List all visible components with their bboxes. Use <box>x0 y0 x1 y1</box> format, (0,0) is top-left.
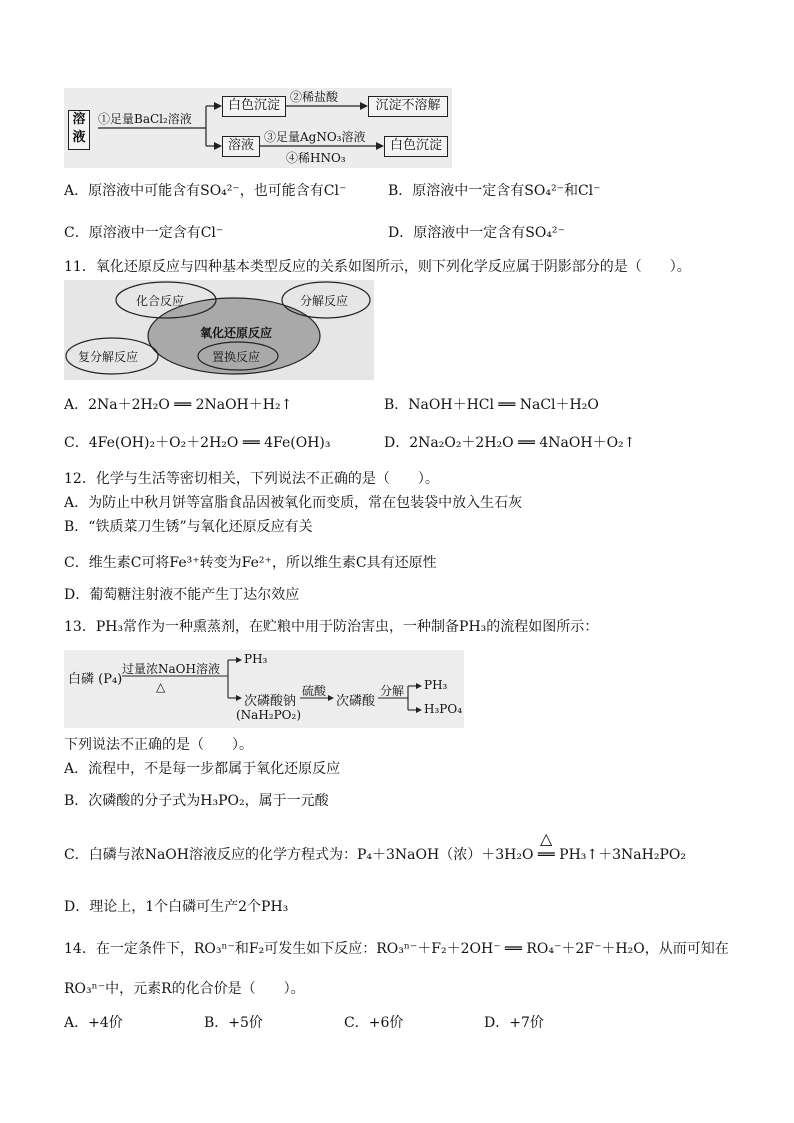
q10-option-c: C．原溶液中一定含有Cl⁻ <box>64 225 224 241</box>
step1-label: ①足量BaCl₂溶液 <box>98 112 192 126</box>
q11-option-b: B．NaOH＋HCl ══ NaCl＋H₂O <box>384 397 599 413</box>
q13-option-b: B．次磷酸的分子式为H₃PO₂，属于一元酸 <box>64 793 329 809</box>
q10-flow-figure <box>64 88 452 168</box>
venn-displacement-label: 置换反应 <box>212 350 261 364</box>
heat-label: △ <box>156 680 166 694</box>
q11-stem: 11．氧化还原反应与四种基本类型反应的关系如图所示，则下列化学反应属于阴影部分的是（ ）。 <box>64 259 691 275</box>
decompose-label: 分解 <box>380 684 405 698</box>
q12-option-d: D．葡萄糖注射液不能产生丁达尔效应 <box>64 587 300 603</box>
venn-combination-label: 化合反应 <box>136 294 185 308</box>
q10-option-b: B．原溶液中一定含有SO₄²⁻和Cl⁻ <box>388 183 601 199</box>
sodium-hypophosphite-label: 次磷酸钠 <box>244 694 297 709</box>
precipitate-insoluble-box: 沉淀不溶解 <box>368 96 448 117</box>
q11-option-d: D．2Na₂O₂＋2H₂O ══ 4NaOH＋O₂↑ <box>384 435 636 451</box>
q11-option-c: C．4Fe(OH)₂＋O₂＋2H₂O ══ 4Fe(OH)₃ <box>64 435 331 451</box>
q13-option-c-heat: △ <box>540 829 553 848</box>
q13-option-d: D．理论上，1个白磷可生产2个PH₃ <box>64 899 289 915</box>
filtrate-box: 溶液 <box>222 136 260 157</box>
step3-label: ③足量AgNO₃溶液 <box>264 130 366 144</box>
white-phosphorus-label: 白磷 (P₄) <box>68 672 123 687</box>
q13-option-c: C．白磷与浓NaOH溶液反应的化学方程式为：P₄＋3NaOH（浓）＋3H₂O ══ PH₃↑＋3NaH₂PO₂ <box>64 847 686 863</box>
venn-decomposition-label: 分解反应 <box>300 294 349 308</box>
venn-redox-label: 氧化还原反应 <box>200 326 273 340</box>
sulfuric-acid-label: 硫酸 <box>302 684 327 698</box>
venn-double-decomposition-label: 复分解反应 <box>78 350 139 364</box>
q11-option-a: A．2Na＋2H₂O ══ 2NaOH＋H₂↑ <box>64 397 293 413</box>
q11-venn-figure <box>64 280 374 380</box>
white-precipitate-box: 白色沉淀 <box>222 96 286 117</box>
q12-option-b: B．“铁质菜刀生锈”与氧化还原反应有关 <box>64 519 313 535</box>
hypophosphorous-acid-label: 次磷酸 <box>336 694 376 709</box>
ph3-top-label: PH₃ <box>244 652 268 666</box>
q14-stem-continued: RO₃ⁿ⁻中，元素R的化合价是（ ）。 <box>64 981 305 997</box>
q13-flow-figure <box>64 650 464 728</box>
naoh-reagent-label: 过量浓NaOH溶液 <box>122 662 220 676</box>
q12-option-c: C．维生素C可将Fe³⁺转变为Fe²⁺，所以维生素C具有还原性 <box>64 555 437 571</box>
sodium-hypophosphite-formula: (NaH₂PO₂) <box>236 708 302 722</box>
solution-box: 溶液 <box>68 110 90 150</box>
q14-option-b: B．+5价 <box>204 1015 263 1031</box>
q14-option-c: C．+6价 <box>344 1015 404 1031</box>
step2-label: ②稀盐酸 <box>290 90 339 104</box>
white-precipitate-box-2: 白色沉淀 <box>384 136 448 157</box>
q14-option-a: A．+4价 <box>64 1015 123 1031</box>
step4-label: ④稀HNO₃ <box>286 151 346 165</box>
ph3-right-label: PH₃ <box>424 678 448 692</box>
q10-option-a: A．原溶液中可能含有SO₄²⁻，也可能含有Cl⁻ <box>64 183 347 199</box>
q14-stem: 14．在一定条件下，RO₃ⁿ⁻和F₂可发生如下反应：RO₃ⁿ⁻＋F₂＋2OH⁻ ══ RO₄⁻＋2F⁻＋H₂O，从而可知在 <box>64 941 729 957</box>
q14-option-d: D．+7价 <box>484 1015 544 1031</box>
q13-option-a: A．流程中，不是每一步都属于氧化还原反应 <box>64 761 341 777</box>
q10-option-d: D．原溶液中一定含有SO₄²⁻ <box>388 225 565 241</box>
q13-stem: 13．PH₃常作为一种熏蒸剂，在贮粮中用于防治害虫，一种制备PH₃的流程如图所示： <box>64 619 599 635</box>
q12-stem: 12．化学与生活等密切相关，下列说法不正确的是（ ）。 <box>64 471 439 487</box>
q12-option-a: A．为防止中秋月饼等富脂食品因被氧化而变质，常在包装袋中放入生石灰 <box>64 495 523 511</box>
q13-question: 下列说法不正确的是（ ）。 <box>64 737 253 753</box>
h3po4-label: H₃PO₄ <box>424 702 462 716</box>
